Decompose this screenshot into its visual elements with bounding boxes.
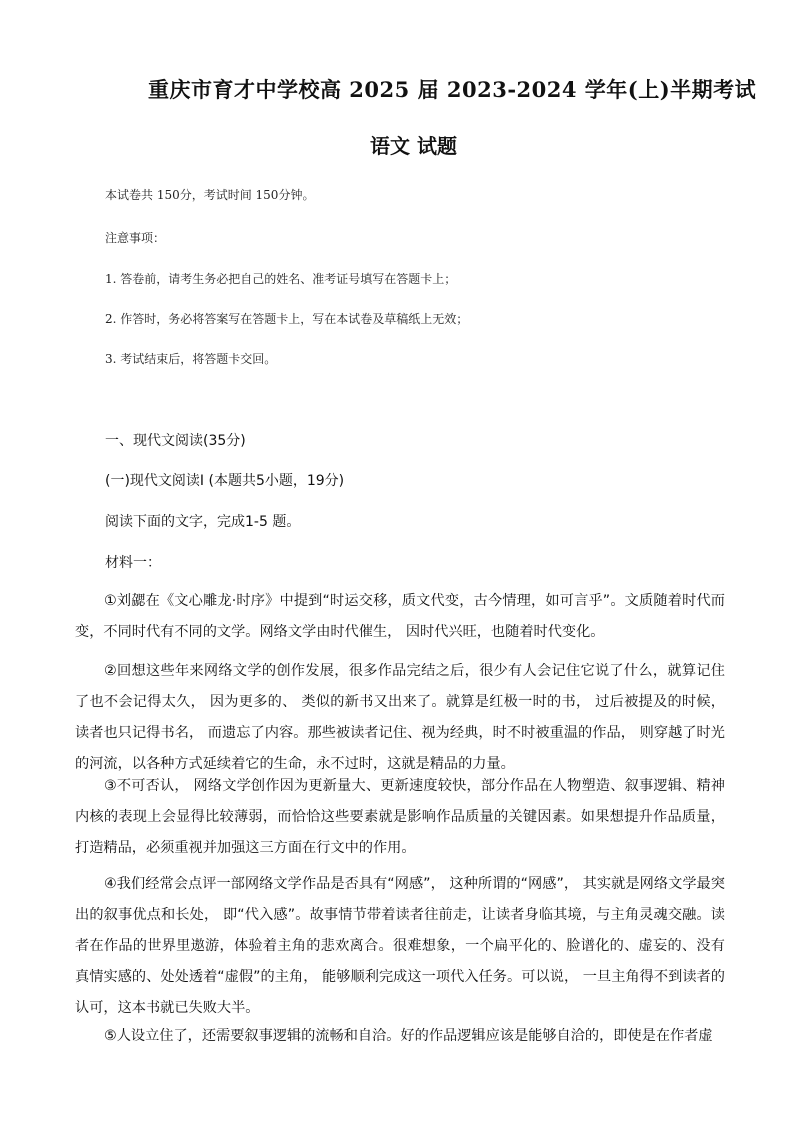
paragraph-5: ⑤人设立住了，还需要叙事逻辑的流畅和自洽。好的作品逻辑应该是能够自洽的，即使是在作者虚 xyxy=(104,1028,713,1044)
paragraph-4: ④我们经常会点评一部网络文学作品是否具有“网感”， 这种所谓的“网感”， 其实就是网络文学最突出的叙事优点和长处， 即“代入感”。故事情节带着读者往前走，让读者身临其境，与主角灵魂交融。读者在作品的世界里遨游，体验着主角的悲欢离合。很难想象，一个扁平化的、脸谱化的、虚妄的、没有真情实感的、处处透着“虚假”的主角， 能够顺利完成这一项代入任务。可以说， 一旦主角得不到读者的认可，这本书就已失败大半。 xyxy=(75,876,725,1016)
sub-section-heading: (一)现代文阅读Ⅰ (本题共5小题，19分) xyxy=(105,473,345,489)
material-label: 材料一： xyxy=(105,555,161,571)
notice-item-2: 2. 作答时，务必将答案写在答题卡上，写在本试卷及草稿纸上无效； xyxy=(105,312,469,326)
paragraph-2: ②回想这些年来网络文学的创作发展，很多作品完结之后，很少有人会记住它说了什么，就算记住了也不会记得太久， 因为更多的、 类似的新书又出来了。就算是红极一时的书， 过后被提及的时候，读者也只记得书名， 而遗忘了内容。那些被读者记住、视为经典，时不时被重温的作品， 则穿越了时光的河流，以各种方式延续着它的生命，永不过时，这就是精品的力量。 xyxy=(75,663,725,772)
paragraph-3: ③不可否认， 网络文学创作因为更新量大、更新速度较快，部分作品在人物塑造、叙事逻辑、精神内核的表现上会显得比较薄弱，而恰恰这些要素就是影响作品质量的关键因素。如果想提升作品质量，打造精品，必须重视并加强这三方面在行文中的作用。 xyxy=(75,778,725,856)
exam-subtitle: 语文 试题 xyxy=(370,134,457,158)
exam-intro: 本试卷共 150分，考试时间 150分钟。 xyxy=(105,188,315,202)
notice-item-1: 1. 答卷前，请考生务必把自己的姓名、准考证号填写在答题卡上； xyxy=(105,272,457,286)
exam-title: 重庆市育才中学校高 2025 届 2023-2024 学年(上)半期考试 xyxy=(148,77,757,102)
notice-item-3: 3. 考试结束后，将答题卡交回。 xyxy=(105,352,277,366)
reading-direction: 阅读下面的文字，完成1-5 题。 xyxy=(105,514,301,530)
paragraph-1: ①刘勰在《文心雕龙·时序》中提到“时运交移，质文代变，古今情理，如可言乎”。文质随着时代而变，不同时代有不同的文学。网络文学由时代催生， 因时代兴旺，也随着时代变化。 xyxy=(75,593,725,640)
notice-heading: 注意事项： xyxy=(105,231,166,245)
section-heading: 一、现代文阅读(35分) xyxy=(105,433,246,449)
